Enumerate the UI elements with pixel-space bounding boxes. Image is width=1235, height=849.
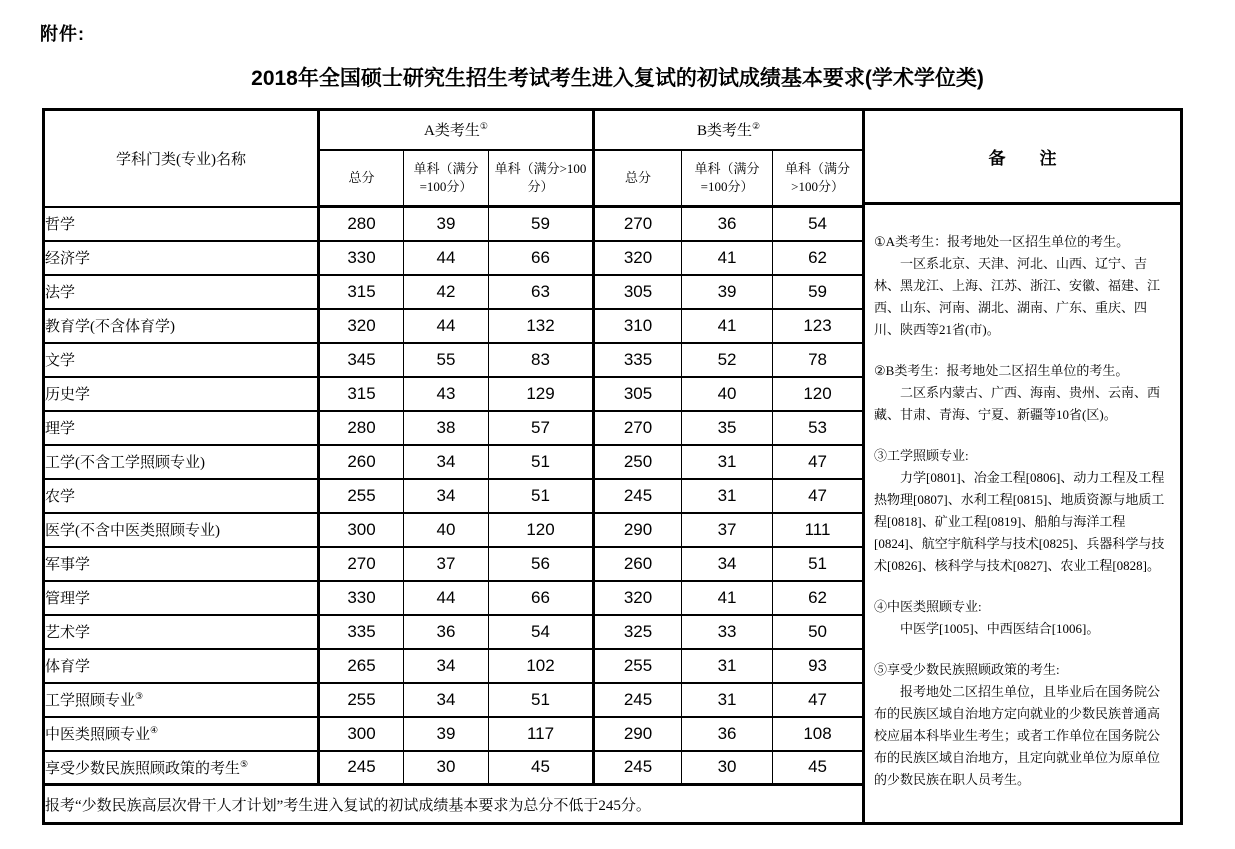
remark-note <box>874 659 1171 791</box>
subheader-a-total: 总分 <box>319 150 404 207</box>
score-cell: 255 <box>319 479 404 513</box>
remark-paragraph: ③工学照顾专业: <box>874 448 969 463</box>
remarks-column <box>865 108 1183 825</box>
table-row <box>44 751 864 785</box>
remark-paragraph: ②B类考生：报考地处二区招生单位的考生。 <box>874 363 1129 378</box>
group-a-header <box>319 110 594 150</box>
remarks-header: 备 注 <box>865 111 1180 205</box>
score-cell: 37 <box>682 513 773 547</box>
score-cell: 31 <box>682 479 773 513</box>
score-cell: 270 <box>319 547 404 581</box>
subject-name: 体育学 <box>44 649 319 683</box>
score-cell: 260 <box>594 547 682 581</box>
score-cell: 30 <box>404 751 489 785</box>
table-row <box>44 547 864 581</box>
score-cell: 43 <box>404 377 489 411</box>
subheader-b-total: 总分 <box>594 150 682 207</box>
subject-name: 文学 <box>44 343 319 377</box>
score-cell: 55 <box>404 343 489 377</box>
remark-paragraph: ④中医类照顾专业: <box>874 599 982 614</box>
score-cell: 66 <box>489 581 594 615</box>
score-cell: 34 <box>404 479 489 513</box>
score-cell: 36 <box>404 615 489 649</box>
score-cell: 51 <box>489 683 594 717</box>
subject-footnote-mark: ③ <box>135 691 144 701</box>
score-cell: 330 <box>319 241 404 275</box>
score-cell: 33 <box>682 615 773 649</box>
subject-name: 理学 <box>44 411 319 445</box>
subject-column-header: 学科门类(专业)名称 <box>44 110 319 207</box>
score-cell: 62 <box>773 581 864 615</box>
score-cell: 255 <box>594 649 682 683</box>
score-cell: 245 <box>594 751 682 785</box>
score-cell: 53 <box>773 411 864 445</box>
page-title: 2018年全国硕士研究生招生考试考生进入复试的初试成绩基本要求(学术学位类) <box>251 67 984 90</box>
score-cell: 335 <box>319 615 404 649</box>
score-cell: 83 <box>489 343 594 377</box>
score-cell: 56 <box>489 547 594 581</box>
score-cell: 44 <box>404 581 489 615</box>
score-cell: 41 <box>682 241 773 275</box>
score-cell: 35 <box>682 411 773 445</box>
table-row <box>44 581 864 615</box>
table-row <box>44 513 864 547</box>
score-cell: 40 <box>682 377 773 411</box>
group-b-label: B类考生 <box>696 123 752 140</box>
score-cell: 62 <box>773 241 864 275</box>
subject-name: 农学 <box>44 479 319 513</box>
score-cell: 305 <box>594 275 682 309</box>
score-cell: 78 <box>773 343 864 377</box>
score-cell: 320 <box>319 309 404 343</box>
subject-name: 教育学(不含体育学) <box>44 309 319 343</box>
score-cell: 345 <box>319 343 404 377</box>
score-cell: 41 <box>682 581 773 615</box>
subject-name: 医学(不含中医类照顾专业) <box>44 513 319 547</box>
score-cell: 280 <box>319 411 404 445</box>
table-row <box>44 343 864 377</box>
score-cell: 300 <box>319 513 404 547</box>
table-row <box>44 683 864 717</box>
remark-paragraph: 一区系北京、天津、河北、山西、辽宁、吉林、黑龙江、上海、江苏、浙江、安徽、福建、江西、山东、河南、湖北、湖南、广东、重庆、四川、陕西等21省(市)。 <box>874 256 1161 337</box>
score-cell: 42 <box>404 275 489 309</box>
score-cell: 117 <box>489 717 594 751</box>
subject-name: 管理学 <box>44 581 319 615</box>
score-cell: 39 <box>404 717 489 751</box>
score-cell: 290 <box>594 513 682 547</box>
score-cell: 120 <box>489 513 594 547</box>
score-cell: 41 <box>682 309 773 343</box>
score-cell: 270 <box>594 411 682 445</box>
footer-row <box>44 785 864 824</box>
score-cell: 245 <box>319 751 404 785</box>
subject-name: 军事学 <box>44 547 319 581</box>
remark-paragraph: 报考地处二区招生单位，且毕业后在国务院公布的民族区域自治地方定向就业的少数民族普通高校应届本科毕业生考生；或者工作单位在国务院公布的民族区域自治地方，且定向就业单位为原单位的少数民族在职人员考生。 <box>874 684 1161 787</box>
remark-note <box>874 596 1171 640</box>
score-cell: 34 <box>404 445 489 479</box>
table-row <box>44 411 864 445</box>
score-cell: 325 <box>594 615 682 649</box>
score-cell: 315 <box>319 275 404 309</box>
subject-footnote-mark: ④ <box>150 725 159 735</box>
score-cell: 36 <box>682 717 773 751</box>
subject-name: 历史学 <box>44 377 319 411</box>
score-cell: 45 <box>489 751 594 785</box>
score-cell: 111 <box>773 513 864 547</box>
score-cell: 245 <box>594 683 682 717</box>
score-cell: 51 <box>773 547 864 581</box>
remark-paragraph: 力学[0801]、冶金工程[0806]、动力工程及工程热物理[0807]、水利工程[0815]、地质资源与地质工程[0818]、矿业工程[0819]、船舶与海洋工程[0824]、航空宇航科学与技术[0825]、兵器科学与技术[0826]、核科学与技术[0827]、农业工程[0828]。 <box>874 470 1165 573</box>
score-cell: 123 <box>773 309 864 343</box>
score-cell: 54 <box>773 207 864 241</box>
group-a-footnote-mark: ① <box>479 121 488 132</box>
remark-paragraph: 中医学[1005]、中西医结合[1006]。 <box>900 621 1100 636</box>
subject-name: 哲学 <box>44 207 319 241</box>
score-cell: 255 <box>319 683 404 717</box>
group-b-footnote-mark: ② <box>752 121 761 132</box>
score-cell: 47 <box>773 445 864 479</box>
score-cell: 38 <box>404 411 489 445</box>
table-row <box>44 717 864 751</box>
table-row <box>44 615 864 649</box>
score-cell: 132 <box>489 309 594 343</box>
table-row <box>44 275 864 309</box>
score-cell: 320 <box>594 241 682 275</box>
remark-paragraph: 二区系内蒙古、广西、海南、贵州、云南、西藏、甘肃、青海、宁夏、新疆等10省(区)。 <box>874 385 1161 422</box>
score-cell: 47 <box>773 479 864 513</box>
score-cell: 36 <box>682 207 773 241</box>
subject-name: 艺术学 <box>44 615 319 649</box>
score-cell: 40 <box>404 513 489 547</box>
group-b-header <box>594 110 864 150</box>
group-a-label: A类考生 <box>424 123 480 140</box>
score-cell: 245 <box>594 479 682 513</box>
score-cell: 47 <box>773 683 864 717</box>
table-row <box>44 207 864 241</box>
subject-name: 工学(不含工学照顾专业) <box>44 445 319 479</box>
score-cell: 52 <box>682 343 773 377</box>
table-row <box>44 445 864 479</box>
score-cell: 120 <box>773 377 864 411</box>
score-cell: 51 <box>489 479 594 513</box>
score-cell: 54 <box>489 615 594 649</box>
subheader-b-single-100: 单科（满分=100分） <box>682 150 773 207</box>
table-row <box>44 241 864 275</box>
score-cell: 50 <box>773 615 864 649</box>
score-cell: 305 <box>594 377 682 411</box>
score-cell: 31 <box>682 649 773 683</box>
subject-footnote-mark: ⑤ <box>240 758 249 769</box>
score-cell: 34 <box>404 649 489 683</box>
score-cell: 300 <box>319 717 404 751</box>
score-table-grid <box>42 108 865 825</box>
score-cell: 63 <box>489 275 594 309</box>
score-cell: 34 <box>682 547 773 581</box>
subject-name: 工学照顾专业③ <box>44 683 319 717</box>
score-cell: 102 <box>489 649 594 683</box>
subject-name: 中医类照顾专业④ <box>44 717 319 751</box>
score-cell: 44 <box>404 241 489 275</box>
score-cell: 260 <box>319 445 404 479</box>
subject-name: 经济学 <box>44 241 319 275</box>
score-cell: 315 <box>319 377 404 411</box>
score-cell: 280 <box>319 207 404 241</box>
remark-paragraph: ①A类考生：报考地处一区招生单位的考生。 <box>874 234 1130 249</box>
score-cell: 108 <box>773 717 864 751</box>
score-table <box>42 108 1183 825</box>
score-cell: 34 <box>404 683 489 717</box>
score-cell: 335 <box>594 343 682 377</box>
subheader-a-single-over100: 单科（满分>100分） <box>489 150 594 207</box>
remark-note <box>874 360 1171 426</box>
remark-paragraph: ⑤享受少数民族照顾政策的考生: <box>874 662 1060 677</box>
score-cell: 250 <box>594 445 682 479</box>
score-cell: 31 <box>682 683 773 717</box>
score-cell: 129 <box>489 377 594 411</box>
score-cell: 290 <box>594 717 682 751</box>
footer-note: 报考“少数民族高层次骨干人才计划”考生进入复试的初试成绩基本要求为总分不低于245分。 <box>44 785 864 824</box>
score-cell: 39 <box>682 275 773 309</box>
score-cell: 66 <box>489 241 594 275</box>
score-cell: 270 <box>594 207 682 241</box>
subject-name: 享受少数民族照顾政策的考生⑤ <box>44 751 319 785</box>
subject-name: 法学 <box>44 275 319 309</box>
score-cell: 265 <box>319 649 404 683</box>
table-row <box>44 479 864 513</box>
table-row <box>44 377 864 411</box>
score-cell: 330 <box>319 581 404 615</box>
remarks-body <box>865 205 1180 822</box>
table-row <box>44 649 864 683</box>
score-cell: 45 <box>773 751 864 785</box>
score-cell: 30 <box>682 751 773 785</box>
score-cell: 39 <box>404 207 489 241</box>
attachment-label: 附件: <box>40 24 85 44</box>
score-cell: 44 <box>404 309 489 343</box>
score-cell: 59 <box>773 275 864 309</box>
subheader-a-single-100: 单科（满分=100分） <box>404 150 489 207</box>
header-group-row <box>44 110 864 150</box>
remark-note <box>874 231 1171 341</box>
score-cell: 57 <box>489 411 594 445</box>
score-cell: 37 <box>404 547 489 581</box>
score-cell: 59 <box>489 207 594 241</box>
score-cell: 320 <box>594 581 682 615</box>
remark-note <box>874 445 1171 577</box>
score-cell: 310 <box>594 309 682 343</box>
score-cell: 51 <box>489 445 594 479</box>
score-cell: 31 <box>682 445 773 479</box>
score-cell: 93 <box>773 649 864 683</box>
table-row <box>44 309 864 343</box>
subheader-b-single-over100: 单科（满分>100分） <box>773 150 864 207</box>
